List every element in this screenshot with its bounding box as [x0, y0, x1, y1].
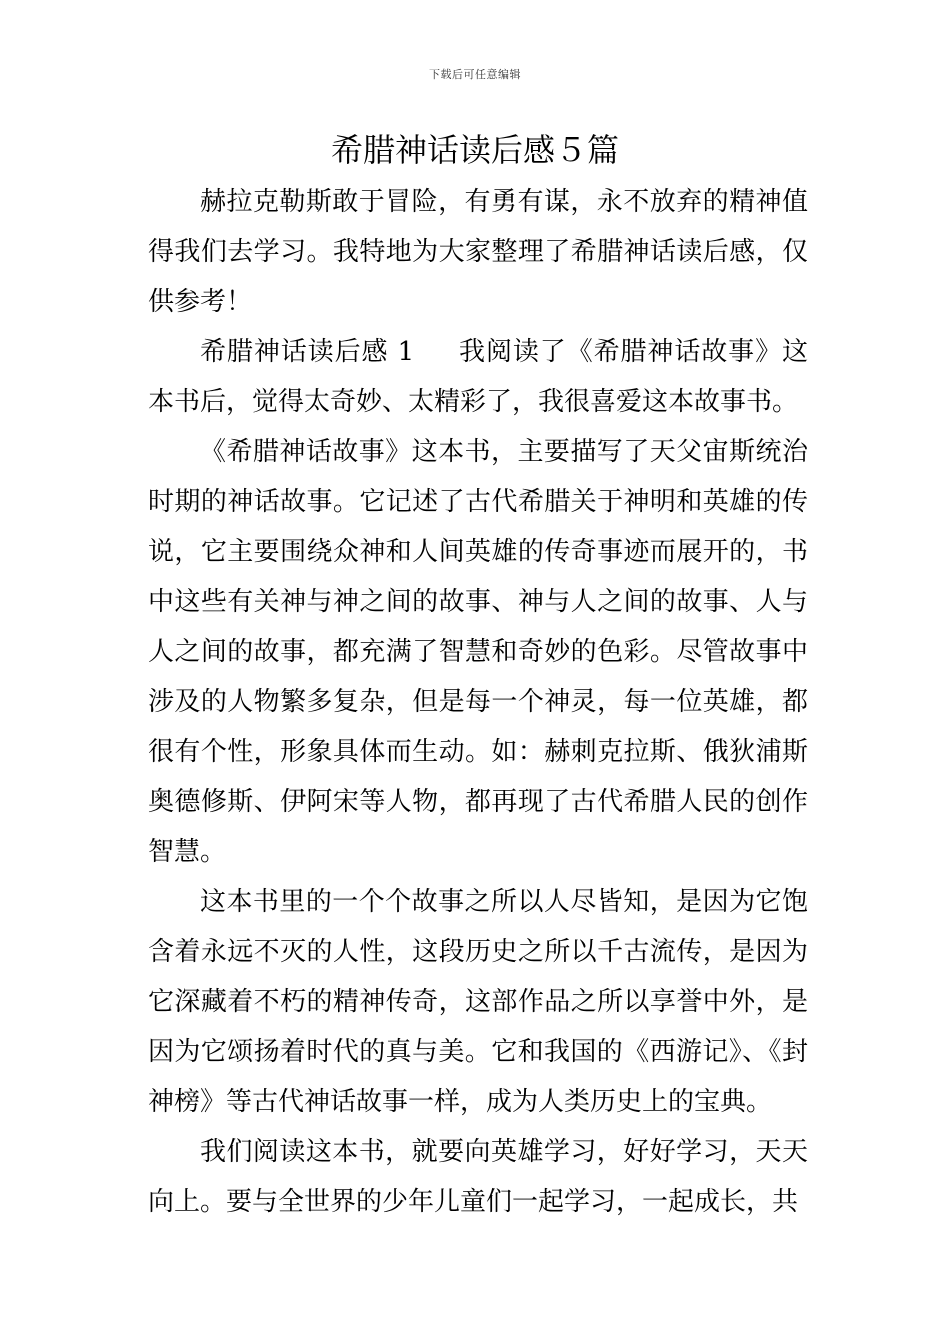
- body-paragraph: 我们阅读这本书，就要向英雄学习，好好学习，天天向上。要与全世界的少年儿童们一起学习，一起成长，共: [148, 1137, 808, 1217]
- document-title: 希腊神话读后感５篇: [330, 131, 619, 169]
- intro-paragraph: 赫拉克勒斯敢于冒险，有勇有谋，永不放弃的精神值得我们去学习。我特地为大家整理了希腊神话读后感，仅供参考！: [148, 187, 808, 317]
- header-note: 下载后可任意编辑: [429, 68, 521, 81]
- section-1-paragraph: [148, 327, 808, 427]
- body-paragraph: 《希腊神话故事》这本书，主要描写了天父宙斯统治时期的神话故事。它记述了古代希腊关于神明和英雄的传说，它主要围绕众神和人间英雄的传奇事迹而展开的，书中这些有关神与神之间的故事、神与人之间的故事、人与人之间的故事，都充满了智慧和奇妙的色彩。尽管故事中涉及的人物繁多复杂，但是每一个神灵，每一位英雄，都很有个性，形象具体而生动。如：赫刺克拉斯、俄狄浦斯奥德修斯、伊阿宋等人物，都再现了古代希腊人民的创作智慧。: [148, 437, 808, 867]
- section-1-heading: 希腊神话读后感 1: [200, 337, 415, 367]
- body-paragraph: 这本书里的一个个故事之所以人尽皆知，是因为它饱含着永远不灭的人性，这段历史之所以千古流传，是因为它深藏着不朽的精神传奇，这部作品之所以享誉中外，是因为它颂扬着时代的真与美。它和我国的《西游记》、《封神榜》等古代神话故事一样，成为人类历史上的宝典。: [148, 887, 808, 1117]
- document-body: [148, 177, 808, 1227]
- section-1-text: 我阅读了《希腊神话故事》这本书后，觉得太奇妙、太精彩了，我很喜爱这本故事书。: [148, 337, 808, 417]
